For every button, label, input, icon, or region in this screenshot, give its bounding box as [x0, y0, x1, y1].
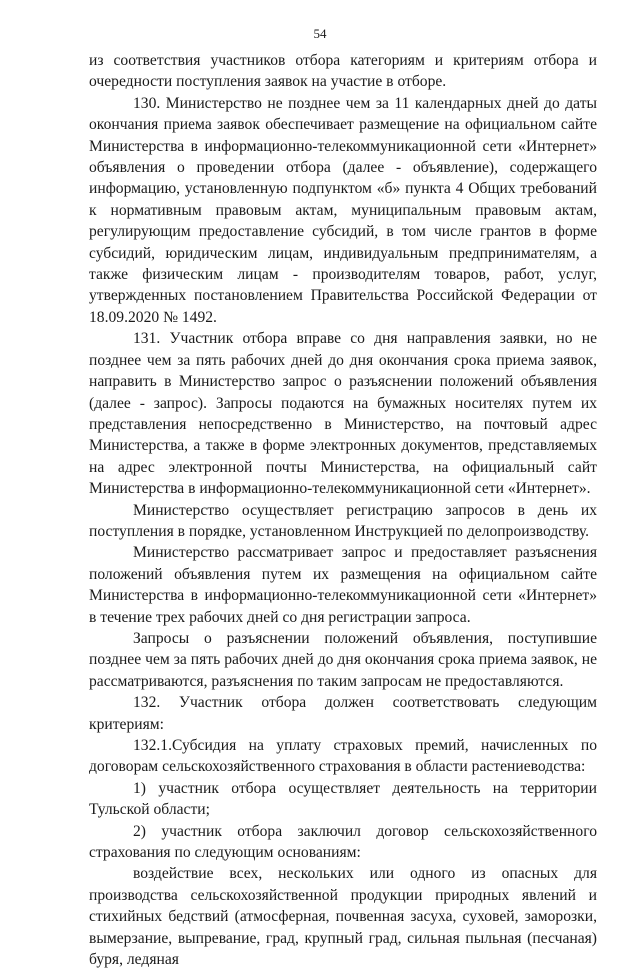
paragraph-131: 131. Участник отбора вправе со дня направления заявки, но не позднее чем за пять рабочих дней до дня окончания срока приема заявок, направить в Министерство запрос о разъяснении положений объявления (далее - запрос). Запросы подаются на бумажных носителях путем их представления непосредственно в Министерство, на почтовый адрес Министерства, а также в форме электронных документов, представляемых на адрес электронной почты Министерства, на официальный сайт Министерства в информационно-телекоммуникационной сети «Интернет».	[89, 330, 597, 498]
paragraph-late-requests: Запросы о разъяснении положений объявления, поступившие позднее чем за пять рабочих дней до дня окончания срока приема заявок, не рассматриваются, разъяснения по таким запросам не предоставляются.	[89, 629, 597, 690]
paragraph-132-1: 132.1.Субсидия на уплату страховых премий, начисленных по договорам сельскохозяйственного страхования в области растениеводства:	[89, 737, 597, 776]
paragraph-registration: Министерство осуществляет регистрацию запросов в день их поступления в порядке, установленном Инструкцией по делопроизводству.	[89, 501, 597, 540]
paragraph-hazards: воздействие всех, нескольких или одного из опасных для производства сельскохозяйственной продукции природных явлений и стихийных бедствий (атмосферная, почвенная засуха, суховей, заморозки, вымерзание, выпревание, град, крупный град, сильная пыльная (песчаная) буря, ледяная	[89, 865, 597, 969]
criterion-2: 2) участник отбора заключил договор сельскохозяйственного страхования по следующим основаниям:	[89, 822, 597, 862]
page-number: 54	[313, 26, 327, 41]
document-body	[89, 50, 597, 970]
criterion-1: 1) участник отбора осуществляет деятельность на территории Тульской области;	[89, 779, 597, 819]
paragraph-continuation: из соответствия участников отбора категориям и критериям отбора и очередности поступления заявок на участие в отборе.	[89, 52, 597, 91]
paragraph-130: 130. Министерство не позднее чем за 11 календарных дней до даты окончания приема заявок обеспечивает размещение на официальном сайте Министерства в информационно-телекоммуникационной сети «Интернет» объявления о проведении отбора (далее - объявление), содержащего информацию, установленную подпунктом «б» пункта 4 Общих требований к нормативным правовым актам, муниципальным правовым актам, регулирующим предоставление субсидий, в том числе грантов в форме субсидий, юридическим лицам, индивидуальным предпринимателям, а также физическим лицам - производителям товаров, работ, услуг, утвержденных постановлением Правительства Российской Федерации от 18.09.2020 № 1492.	[89, 94, 597, 326]
paragraph-132: 132. Участник отбора должен соответствовать следующим критериям:	[89, 694, 597, 733]
paragraph-review: Министерство рассматривает запрос и предоставляет разъяснения положений объявления путем их размещения на официальном сайте Министерства в информационно-телекоммуникационной сети «Интернет» в течение трех рабочих дней со дня регистрации запроса.	[89, 544, 597, 626]
